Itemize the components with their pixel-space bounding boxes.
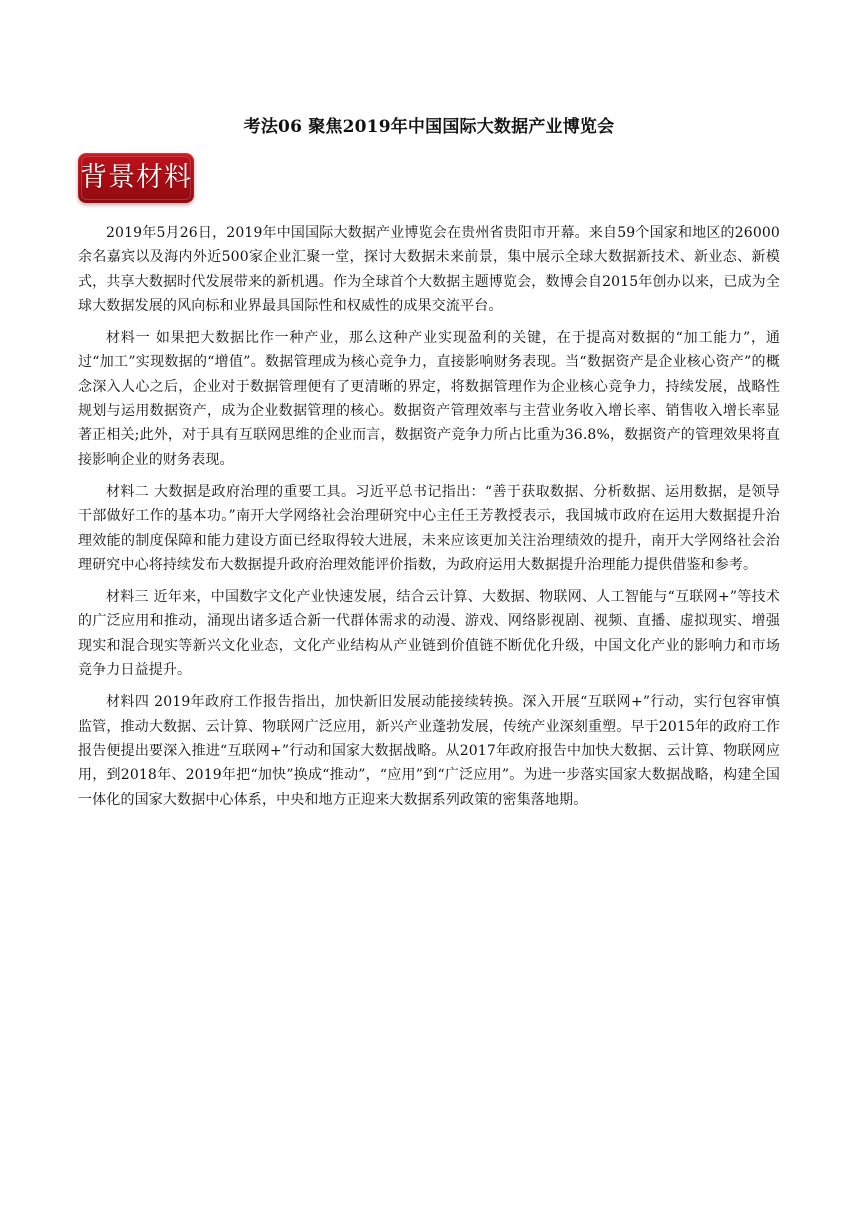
paragraph-material-2: 材料二 大数据是政府治理的重要工具。习近平总书记指出：“善于获取数据、分析数据、运用数据，是领导干部做好工作的基本功。”南开大学网络社会治理研究中心主任王芳教授表示，我国城市政府在运用大数据提升治理效能的制度保障和能力建设方面已经取得较大进展，未来应该更加关注治理绩效的提升，南开大学网络社会治理研究中心将持续发布大数据提升政府治理效能评价指数，为政府运用大数据提升治理能力提供借鉴和参考。: [78, 483, 780, 573]
section-badge-label: 背景材料: [80, 162, 192, 193]
paragraph-material-1: 材料一 如果把大数据比作一种产业，那么这种产业实现盈利的关键，在于提高对数据的“加工能力”，通过“加工”实现数据的“增值”。数据管理成为核心竞争力，直接影响财务表现。当“数据资产是企业核心资产”的概念深入人心之后，企业对于数据管理便有了更清晰的界定，将数据管理作为企业核心竞争力，持续发展，战略性规划与运用数据资产，成为企业数据管理的核心。数据资产管理效率与主营业务收入增长率、销售收入增长率显著正相关;此外，对于具有互联网思维的企业而言，数据资产竞争力所占比重为36.8%，数据资产的管理效果将直接影响企业的财务表现。: [78, 330, 780, 468]
page-title: 考法06 聚焦2019年中国国际大数据产业博览会: [243, 117, 615, 137]
document-body: [78, 221, 780, 812]
paragraph-material-4: 材料四 2019年政府工作报告指出，加快新旧发展动能接续转换。深入开展“互联网+”行动，实行包容审慎监管，推动大数据、云计算、物联网广泛应用，新兴产业蓬勃发展，传统产业深刻重塑。早于2015年的政府工作报告便提出要深入推进“互联网+”行动和国家大数据战略。从2017年政府报告中加快大数据、云计算、物联网应用，到2018年、2019年把“加快”换成“推动”，“应用”到“广泛应用”。为进一步落实国家大数据战略，构建全国一体化的国家大数据中心体系，中央和地方正迎来大数据系列政策的密集落地期。: [78, 694, 780, 808]
paragraph-material-3: 材料三 近年来，中国数字文化产业快速发展，结合云计算、大数据、物联网、人工智能与“互联网+”等技术的广泛应用和推动，涌现出诸多适合新一代群体需求的动漫、游戏、网络影视剧、视频、直播、虚拟现实、增强现实和混合现实等新兴文化业态，文化产业结构从产业链到价值链不断优化升级，中国文化产业的影响力和市场竞争力日益提升。: [78, 589, 780, 679]
section-badge: [78, 153, 194, 203]
paragraph-intro: 2019年5月26日，2019年中国国际大数据产业博览会在贵州省贵阳市开幕。来自59个国家和地区的26000余名嘉宾以及海内外近500家企业汇聚一堂，探讨大数据未来前景，集中展示全球大数据新技术、新业态、新模式，共享大数据时代发展带来的新机遇。作为全球首个大数据主题博览会，数博会自2015年创办以来，已成为全球大数据发展的风向标和业界最具国际性和权威性的成果交流平台。: [78, 225, 780, 314]
